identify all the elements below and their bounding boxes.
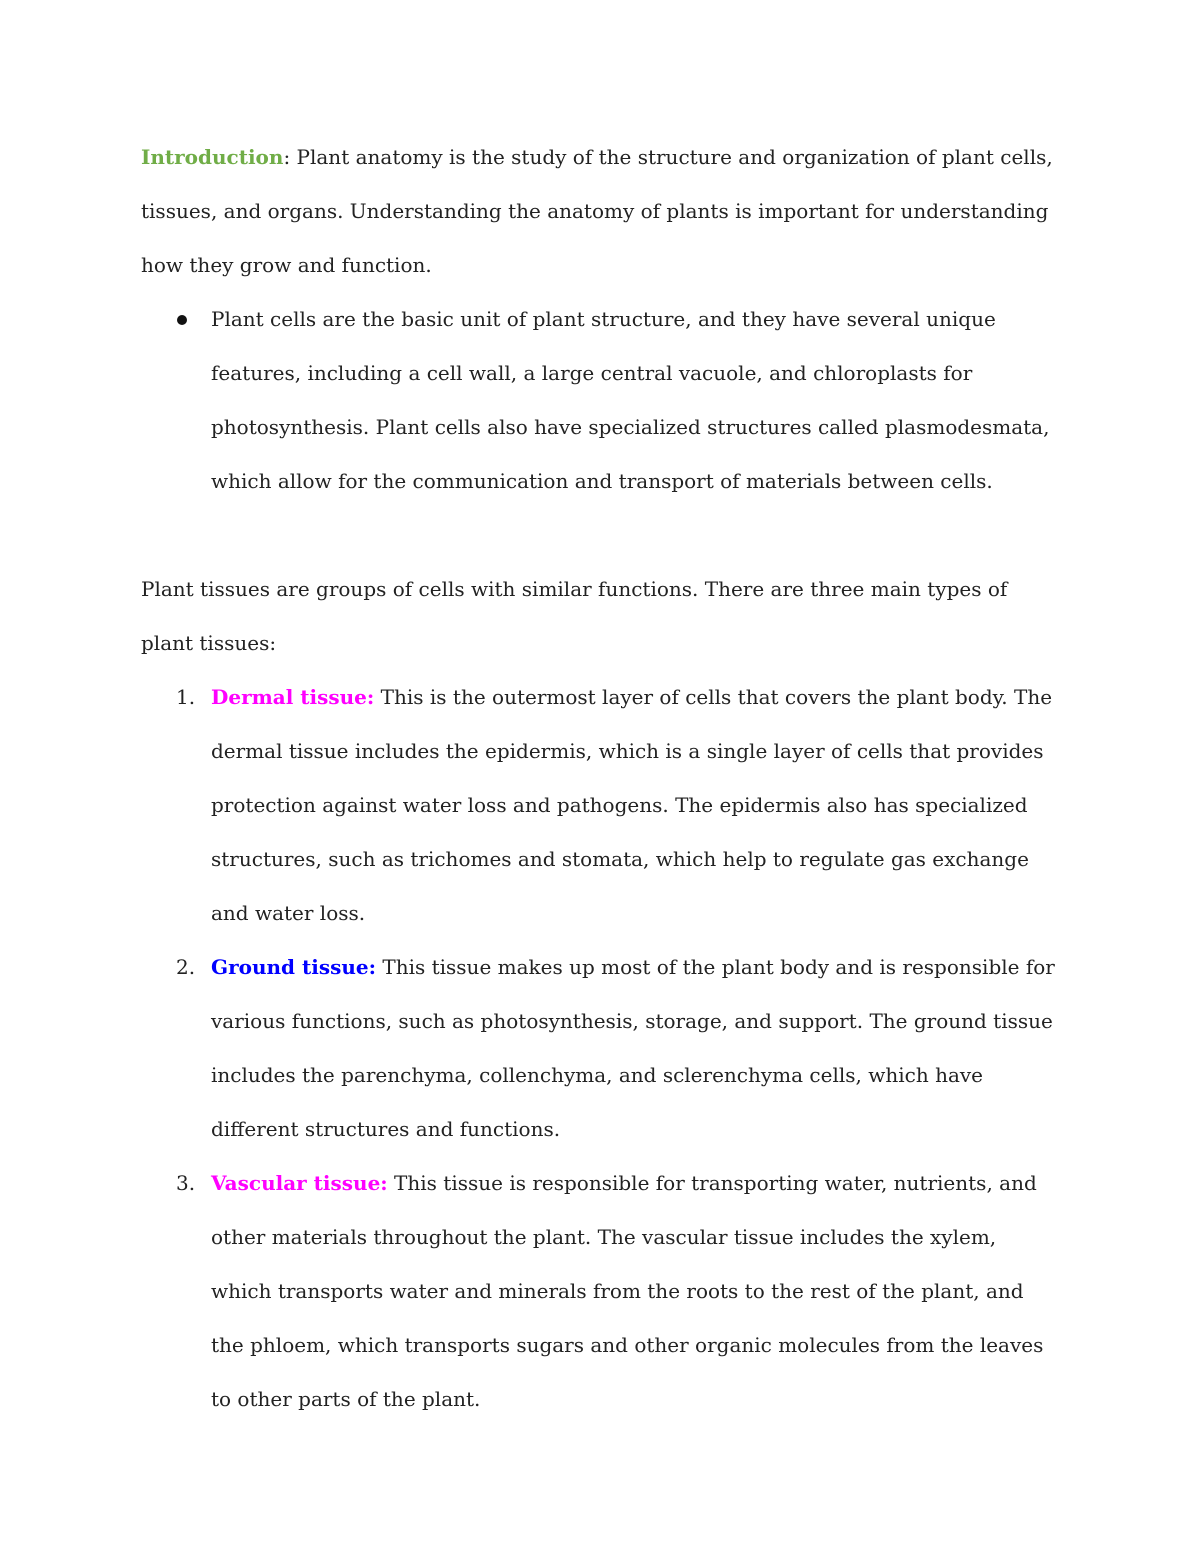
- bullet-dot-icon: [177, 315, 187, 325]
- tissue-term: Dermal tissue:: [211, 685, 375, 709]
- list-number: 3.: [176, 1171, 196, 1195]
- tissue-item-vascular: [176, 1156, 1061, 1426]
- intro-text: : Plant anatomy is the study of the structure and organization of plant cells, tissues, and organs. Understanding the anatomy of plants is important for understanding how they grow and function.: [141, 145, 1053, 277]
- bullet-item: [211, 292, 1061, 508]
- list-number: 1.: [176, 685, 196, 709]
- paragraph-spacer: [141, 508, 1061, 562]
- tissues-intro-paragraph: Plant tissues are groups of cells with similar functions. There are three main types of plant tissues:: [141, 577, 1008, 655]
- tissue-term: Vascular tissue:: [211, 1171, 388, 1195]
- document-body: [141, 130, 1061, 1426]
- intro-paragraph: [141, 130, 1061, 292]
- tissue-list: [141, 670, 1061, 1426]
- bullet-text: Plant cells are the basic unit of plant structure, and they have several unique features, including a cell wall, a large central vacuole, and chloroplasts for photosynthesis. Plant cells also have specialized structures called plasmodesmata, which allow for the communication and transport of materials between cells.: [211, 307, 1050, 493]
- tissue-term: Ground tissue:: [211, 955, 376, 979]
- tissue-description: This tissue is responsible for transporting water, nutrients, and other materials throughout the plant. The vascular tissue includes the xylem, which transports water and minerals from the roots to the rest of the plant, and the phloem, which transports sugars and other organic molecules from the leaves to other parts of the plant.: [211, 1171, 1044, 1411]
- tissue-description: This is the outermost layer of cells that covers the plant body. The dermal tissue includes the epidermis, which is a single layer of cells that provides protection against water loss and pathogens. The epidermis also has specialized structures, such as trichomes and stomata, which help to regulate gas exchange and water loss.: [211, 685, 1053, 925]
- tissue-item-dermal: [176, 670, 1061, 940]
- tissue-description: This tissue makes up most of the plant body and is responsible for various functions, such as photosynthesis, storage, and support. The ground tissue includes the parenchyma, collenchyma, and sclerenchyma cells, which have different structures and functions.: [211, 955, 1055, 1141]
- list-number: 2.: [176, 955, 196, 979]
- bullet-list: [141, 292, 1061, 508]
- tissue-item-ground: [176, 940, 1061, 1156]
- intro-label: Introduction: [141, 145, 284, 169]
